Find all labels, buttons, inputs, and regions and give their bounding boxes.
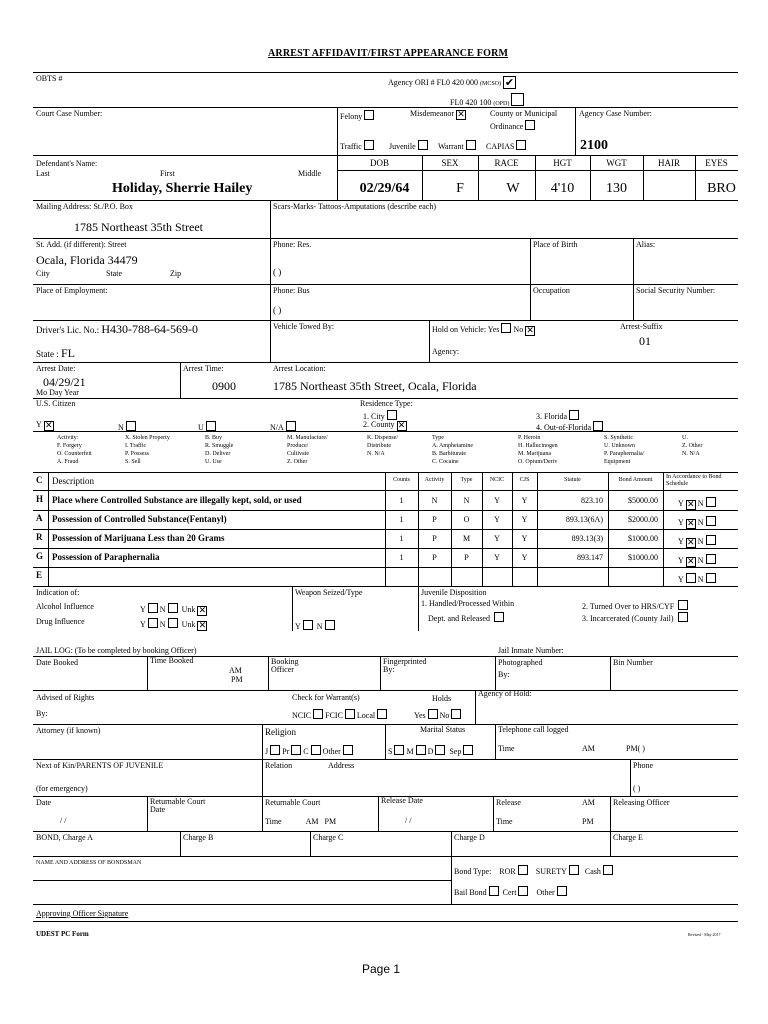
- form-title: ARREST AFFIDAVIT/FIRST APPEARANCE FORM: [268, 48, 509, 59]
- charge-c-label: Charge C: [313, 833, 344, 842]
- charge-e-label: Charge E: [613, 833, 643, 842]
- arrest-suffix-value[interactable]: 01: [639, 334, 651, 348]
- arrest-location-label: Arrest Location:: [273, 364, 326, 373]
- juvenile-option-1b[interactable]: Dept. and Released: [428, 612, 506, 623]
- release-date-label: Release Date: [381, 796, 423, 805]
- jail-log-label: JAIL LOG: (To be completed by booking Officer): [36, 646, 197, 655]
- date-label: Date: [36, 798, 52, 807]
- legend-col3: B. Buy R. Smuggle D. Deliver U. Use: [205, 435, 234, 465]
- legend-col8: S. Synthetic U. Unknown P. Paraphernalia/ Equipment: [604, 435, 645, 465]
- bin-number-label: Bin Number: [613, 658, 653, 667]
- citizen-label: U.S. Citizen: [36, 399, 76, 408]
- returnable-court-date-label: Returnable Court Date: [150, 797, 206, 814]
- hold-vehicle: Hold on Vehicle: Yes No ✕: [432, 325, 534, 336]
- telephone-logged-label: Telephone call logged: [498, 725, 569, 734]
- street-add-label: St. Add. (if different): Street: [36, 240, 127, 249]
- release-time-label: Time: [496, 817, 513, 826]
- misdemeanor-option[interactable]: Misdemeanor ✕: [410, 109, 465, 120]
- eyes-value[interactable]: BRO: [707, 181, 736, 196]
- telephone-am: AM: [582, 744, 595, 753]
- juvenile-option-1[interactable]: 1. Handled/Processed Within: [421, 599, 515, 608]
- phone-bus-label: Phone: Bus: [273, 286, 310, 295]
- citizen-y[interactable]: Y ✕: [36, 420, 53, 431]
- weapon-seized-label: Weapon Seized/Type: [295, 588, 363, 597]
- warrant-checks[interactable]: NCIC FCIC Local: [292, 709, 389, 720]
- th-accordance: In Accordance to Bond Schedule: [666, 474, 722, 487]
- hold-yes-checkbox[interactable]: [501, 323, 511, 333]
- felony-option[interactable]: Felony: [340, 110, 376, 121]
- holds-label: Holds: [432, 694, 452, 703]
- bondsman-label: NAME AND ADDRESS OF BONDSMAN: [36, 860, 142, 866]
- weapon-options[interactable]: Y N: [295, 620, 337, 631]
- alcohol-influence-options[interactable]: Y N Unk ✕: [140, 605, 207, 616]
- time-booked-pm: PM: [231, 675, 243, 684]
- occupation-label: Occupation: [533, 286, 570, 295]
- birth-place-label: Place of Birth: [533, 240, 578, 249]
- hold-no-checkbox[interactable]: ✕: [526, 326, 534, 336]
- opd-checkbox[interactable]: [511, 93, 524, 106]
- arrest-time-label: Arrest Time:: [183, 364, 224, 373]
- fingerprinted-label: Fingerprinted By:: [383, 657, 427, 674]
- vehicle-agency-label: Agency:: [432, 347, 460, 356]
- charge-d-label: Charge D: [454, 833, 485, 842]
- mcso-checkbox[interactable]: ✔: [504, 76, 515, 89]
- th-activity: Activity: [424, 477, 445, 483]
- citizen-u[interactable]: U: [198, 421, 218, 432]
- dl-label: Driver's Lic. No.: H430-788-64-569-0: [36, 322, 199, 336]
- city-label: City: [36, 269, 50, 278]
- zip-label: Zip: [170, 269, 182, 278]
- marital-status-label: Marital Status: [420, 725, 466, 734]
- legend-col6: Type A. Amphetamine B. Barbiturate C. Cocaine: [432, 435, 473, 465]
- th-description: Description: [52, 476, 94, 486]
- legend-col2: X. Stolen Property I. Traffic P. Possess S. Sell: [125, 435, 170, 465]
- footer-form-name: UDEST PC Form: [36, 930, 89, 938]
- next-of-kin-label: Next of Kin/PARENTS OF JUVENILE: [36, 761, 164, 770]
- agency-ori-2: FL0 420 100 (OPD): [450, 93, 526, 107]
- hgt-value[interactable]: 4'10: [550, 181, 575, 196]
- ordinance-label: Ordinance: [490, 120, 537, 131]
- ssn-label: Social Security Number:: [636, 286, 716, 295]
- th-counts: Counts: [392, 477, 410, 483]
- alcohol-influence-label: Alcohol Influence: [36, 602, 94, 611]
- th-bond: Bond Amount: [618, 477, 653, 483]
- county-ordinance-option[interactable]: County or Municipal: [490, 109, 558, 118]
- kin-address-label: Address: [328, 761, 355, 770]
- returnable-court-time: Time AM PM: [265, 817, 337, 826]
- race-label: RACE: [494, 158, 519, 168]
- phone-bus-value[interactable]: ( ): [273, 305, 282, 315]
- page-number: Page 1: [362, 962, 401, 976]
- kin-phone-label: Phone: [633, 761, 653, 770]
- capias-option[interactable]: CAPIAS: [486, 140, 528, 151]
- arrest-date-value[interactable]: 04/29/21: [43, 375, 86, 389]
- date-booked-label: Date Booked: [36, 658, 78, 667]
- license-state: State : FL: [36, 346, 76, 360]
- for-emergency-label: (for emergency): [36, 784, 88, 793]
- drug-influence-options[interactable]: Y N Unk ✕: [140, 620, 207, 631]
- last-label: Last: [36, 169, 50, 178]
- hair-label: HAIR: [658, 158, 680, 168]
- court-case-label: Court Case Number:: [36, 109, 103, 118]
- dl-value: H430-788-64-569-0: [101, 322, 199, 336]
- legend-col7: P. Heroin H. Hallucinogen M. Marijuana O. Opium/Deriv: [518, 435, 558, 465]
- agency-ori-label: Agency ORI # FL0 420 000 (MCSO) ✔: [388, 76, 515, 89]
- residence-florida[interactable]: 3. Florida: [536, 410, 581, 421]
- obts-label: OBTS #: [36, 74, 63, 83]
- agency-case-label: Agency Case Number:: [579, 109, 652, 118]
- arrest-time-value[interactable]: 0900: [212, 379, 236, 393]
- city-value[interactable]: Ocala, Florida 34479: [36, 253, 138, 267]
- bail-options[interactable]: Bail Bond Cert Other: [454, 886, 569, 897]
- phone-res-value[interactable]: ( ): [273, 267, 282, 277]
- releasing-officer-label: Releasing Officer: [613, 798, 670, 807]
- juvenile-option-2[interactable]: 2. Turned Over to HRS/CYF: [582, 600, 690, 611]
- sex-label: SEX: [441, 158, 459, 168]
- th-ncic: NCIC: [489, 477, 505, 483]
- footer-revised: Revised - May 2017: [688, 932, 721, 937]
- th-type: Type: [460, 477, 473, 483]
- citizen-na[interactable]: N/A: [270, 421, 298, 432]
- scars-label: Scars-Marks- Tattoos-Amputations (describe each): [273, 202, 437, 211]
- legend-col4: M. Manufacture/ Produce/ Cultivate Z. Other: [287, 435, 328, 465]
- citizen-n[interactable]: N: [118, 421, 138, 432]
- license-state-value: FL: [61, 346, 76, 360]
- photographed-label: Photographed By:: [498, 658, 543, 679]
- first-label: First: [160, 169, 175, 178]
- wgt-value[interactable]: 130: [606, 181, 627, 196]
- legend-col5: K. Dispense/ Distribute N. N/A: [367, 435, 398, 457]
- date-slashes[interactable]: / /: [60, 816, 67, 825]
- release-date-slashes[interactable]: / /: [405, 816, 412, 825]
- middle-label: Middle: [298, 169, 322, 178]
- phone-res-label: Phone: Res.: [273, 240, 312, 249]
- residence-city[interactable]: 1. City: [363, 410, 399, 421]
- religion-label: Religion: [265, 727, 296, 737]
- hgt-label: HGT: [553, 158, 572, 168]
- arrest-date-label: Arrest Date:: [36, 364, 76, 373]
- advised-rights-label: Advised of Rights: [36, 693, 95, 702]
- relation-label: Relation: [265, 761, 293, 770]
- dob-value[interactable]: 02/29/64: [359, 181, 410, 196]
- wgt-label: WGT: [606, 158, 627, 168]
- holds-options[interactable]: Yes No: [414, 709, 463, 720]
- drug-influence-label: Drug Influence: [36, 617, 85, 626]
- approving-officer-label: Approving Officer Signature: [36, 909, 129, 918]
- warrant-option[interactable]: Warrant: [438, 140, 478, 151]
- juvenile-disposition-label: Juvenile Disposition: [421, 588, 487, 597]
- agency-case-value[interactable]: 2100: [580, 138, 608, 153]
- time-booked-label: Time Booked: [150, 656, 194, 665]
- kin-phone-value[interactable]: ( ): [633, 784, 641, 793]
- legend-activity: Activity: F. Forgery O. Counterfeit A. Fraud: [57, 435, 92, 465]
- eyes-label: EYES: [705, 158, 728, 168]
- arrest-suffix-label: Arrest-Suffix: [620, 322, 663, 331]
- religion-options[interactable]: J Pr C Other: [265, 745, 355, 756]
- agency-hold-label: Agency of Hold:: [478, 689, 532, 698]
- dob-label: DOB: [369, 158, 389, 168]
- check-warrants-label: Check for Warrant(s): [292, 693, 360, 702]
- sex-value[interactable]: F: [456, 181, 464, 196]
- residence-county[interactable]: 2. County ✕: [363, 420, 406, 431]
- charge-b-label: Charge B: [183, 833, 214, 842]
- juvenile-option-3[interactable]: 3. Incarcerated (County Jail): [582, 612, 690, 623]
- mailing-label: Mailing Address: St./P.O. Box: [36, 202, 133, 211]
- arrest-location-value[interactable]: 1785 Northeast 35th Street, Ocala, Florida: [273, 379, 477, 393]
- vehicle-towed-label: Vehicle Towed By:: [273, 322, 335, 331]
- telephone-pm: PM( ): [626, 744, 645, 753]
- mailing-value[interactable]: 1785 Northeast 35th Street: [74, 220, 203, 234]
- th-statute: Statute: [564, 477, 581, 483]
- bond-type-options[interactable]: Bond Type: ROR SURETY Cash: [454, 865, 615, 876]
- release-am: AM: [582, 798, 595, 807]
- bond-charge-a-label: BOND, Charge A: [36, 833, 93, 842]
- residence-out-florida[interactable]: 4. Out-of-Florida: [536, 421, 605, 432]
- jail-inmate-label: Jail Inmate Number:: [498, 646, 564, 655]
- alias-label: Alias:: [636, 240, 656, 249]
- advised-by-label: By:: [36, 709, 48, 718]
- arrest-date-format: Mo Day Year: [36, 388, 79, 397]
- indication-label: Indication of:: [36, 588, 80, 597]
- traffic-option[interactable]: Traffic: [340, 140, 376, 151]
- residence-type-label: Residence Type:: [360, 399, 413, 408]
- legend-col9: U. Z. Other N. N/A: [682, 435, 703, 457]
- defendant-name-label: Defendant's Name:: [36, 159, 98, 168]
- booking-officer-label: Booking Officer: [271, 657, 299, 674]
- time-booked-am: AM: [229, 666, 242, 675]
- attorney-label: Attorney (if known): [36, 726, 101, 735]
- th-cjs: CJS: [519, 477, 530, 483]
- defendant-name-value[interactable]: Holiday, Sherrie Hailey: [112, 181, 253, 196]
- race-value[interactable]: W: [506, 181, 520, 196]
- release-label: Release: [496, 798, 521, 807]
- juvenile-option[interactable]: Juvenile: [389, 140, 430, 151]
- state-label: State: [106, 269, 122, 278]
- employment-label: Place of Employment:: [36, 286, 108, 295]
- release-pm: PM: [582, 817, 594, 826]
- marital-options[interactable]: S M D Sep: [388, 745, 475, 756]
- returnable-court-label: Returnable Court: [265, 798, 321, 807]
- telephone-time-label: Time: [498, 744, 515, 753]
